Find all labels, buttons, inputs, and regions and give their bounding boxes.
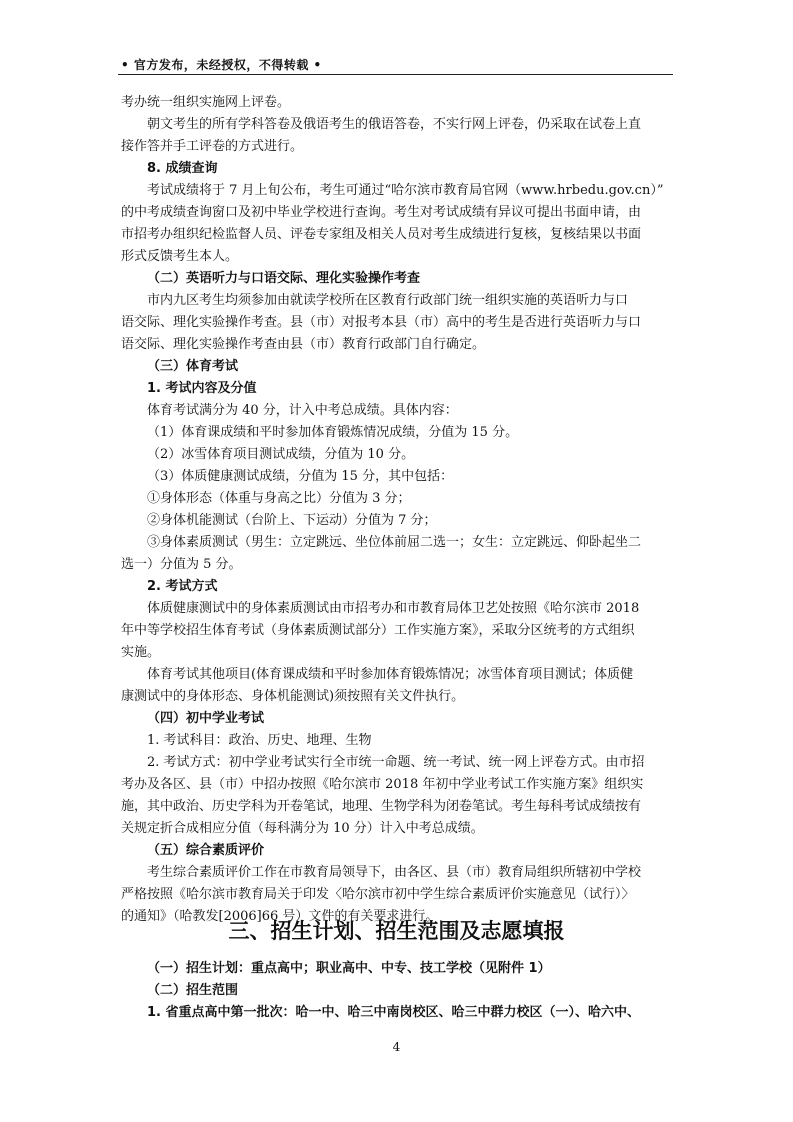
text-line: 严格按照《哈尔滨市教育局关于印发〈哈尔滨市初中学生综合素质评价实施意见（试行）〉 (121, 887, 635, 902)
text-line: 关规定折合成相应分值（每科满分为 10 分）计入中考总成绩。 (121, 821, 484, 836)
text-line: （一）招生计划：重点高中；职业高中、中专、技工学校（见附件 1） (147, 961, 551, 976)
text-line: 施，其中政治、历史学科为开卷笔试，地理、生物学科为闭卷笔试。考生每科考试成绩按有 (121, 799, 642, 814)
text-line: 语交际、理化实验操作考查由县（市）教育行政部门自行确定。 (121, 337, 486, 352)
text-line: 形式反馈考生本人。 (121, 249, 239, 264)
text-line: 1. 考试内容及分值 (147, 381, 257, 396)
text-line: 8. 成绩查询 (147, 161, 218, 176)
text-line: 2. 考试方式 (147, 579, 218, 594)
text-line: 朝文考生的所有学科答卷及俄语考生的俄语答卷，不实行网上评卷，仍采取在试卷上直 (147, 117, 642, 132)
text-line: ①身体形态（体重与身高之比）分值为 3 分； (147, 491, 411, 506)
text-line: ③身体素质测试（男生：立定跳远、坐位体前屈二选一；女生：立定跳远、仰卧起坐二 (147, 535, 642, 550)
text-line: （五）综合素质评价 (147, 843, 265, 858)
text-line: ②身体机能测试（台阶上、下运动）分值为 7 分； (147, 513, 437, 528)
text-line: 市内九区考生均须参加由就读学校所在区教育行政部门统一组织实施的英语听力与口 (147, 293, 629, 308)
text-line: （1）体育课成绩和平时参加体育锻炼情况成绩，分值为 15 分。 (147, 425, 519, 440)
text-line: 的中考成绩查询窗口及初中毕业学校进行查询。考生对考试成绩有异议可提出书面申请，由 (121, 205, 642, 220)
header-divider (118, 74, 673, 75)
text-line: 语交际、理化实验操作考查。县（市）对报考本县（市）高中的考生是否进行英语听力与口 (121, 315, 642, 330)
text-line: 体育考试其他项目(体育课成绩和平时参加体育锻炼情况；冰雪体育项目测试；体质健 (147, 667, 634, 682)
text-line: （三）体育考试 (147, 359, 239, 374)
text-line: 康测试中的身体形态、身体机能测试)须按照有关文件执行。 (121, 689, 465, 704)
text-line: 的通知》（哈教发[2006]66 号）文件的有关要求进行。 (121, 909, 439, 924)
page-number: 4 (392, 1040, 401, 1054)
text-line: 体质健康测试中的身体素质测试由市招考办和市教育局体卫艺处按照《哈尔滨市 2018 (147, 601, 640, 616)
text-line: 1. 省重点高中第一批次：哈一中、哈三中南岗校区、哈三中群力校区（一）、哈六中、 (147, 1005, 641, 1020)
body-text (121, 92, 673, 928)
text-line: 考试成绩将于 7 月上旬公布，考生可通过“哈尔滨市教育局官网（www.hrbedu.gov.cn）” (147, 183, 664, 198)
text-line: （3）体质健康测试成绩，分值为 15 分，其中包括： (147, 469, 454, 484)
text-line: （二）英语听力与口语交际、理化实验操作考查 (147, 271, 421, 286)
text-line: （2）冰雪体育项目测试成绩，分值为 10 分。 (147, 447, 415, 462)
text-line: 考办及各区、县（市）中招办按照《哈尔滨市 2018 年初中学业考试工作实施方案》组织实 (121, 777, 644, 792)
text-line: （四）初中学业考试 (147, 711, 265, 726)
text-line: 2. 考试方式：初中学业考试实行全市统一命题、统一考试、统一网上评卷方式。由市招 (147, 755, 645, 770)
text-line: 1. 考试科目：政治、历史、地理、生物 (147, 733, 372, 748)
text-line: 实施。 (121, 645, 161, 660)
section-title: 三、招生计划、招生范围及志愿填报 (228, 919, 565, 943)
body-text-continued (121, 958, 673, 1024)
header-tag: • 官方发布，未经授权，不得转载 • (121, 58, 322, 72)
text-line: 体育考试满分为 40 分，计入中考总成绩。具体内容： (147, 403, 458, 418)
text-line: 考办统一组织实施网上评卷。 (121, 95, 291, 110)
text-line: 选一）分值为 5 分。 (121, 557, 242, 572)
text-line: 市招考办组织纪检监督人员、评卷专家组及相关人员对考生成绩进行复核，复核结果以书面 (121, 227, 642, 242)
text-line: 接作答并手工评卷的方式进行。 (121, 139, 304, 154)
text-line: 年中等学校招生体育考试（身体素质测试部分）工作实施方案》，采取分区统考的方式组织 (121, 623, 635, 638)
text-line: （二）招生范围 (147, 983, 239, 998)
text-line: 考生综合素质评价工作在市教育局领导下，由各区、县（市）教育局组织所辖初中学校 (147, 865, 642, 880)
